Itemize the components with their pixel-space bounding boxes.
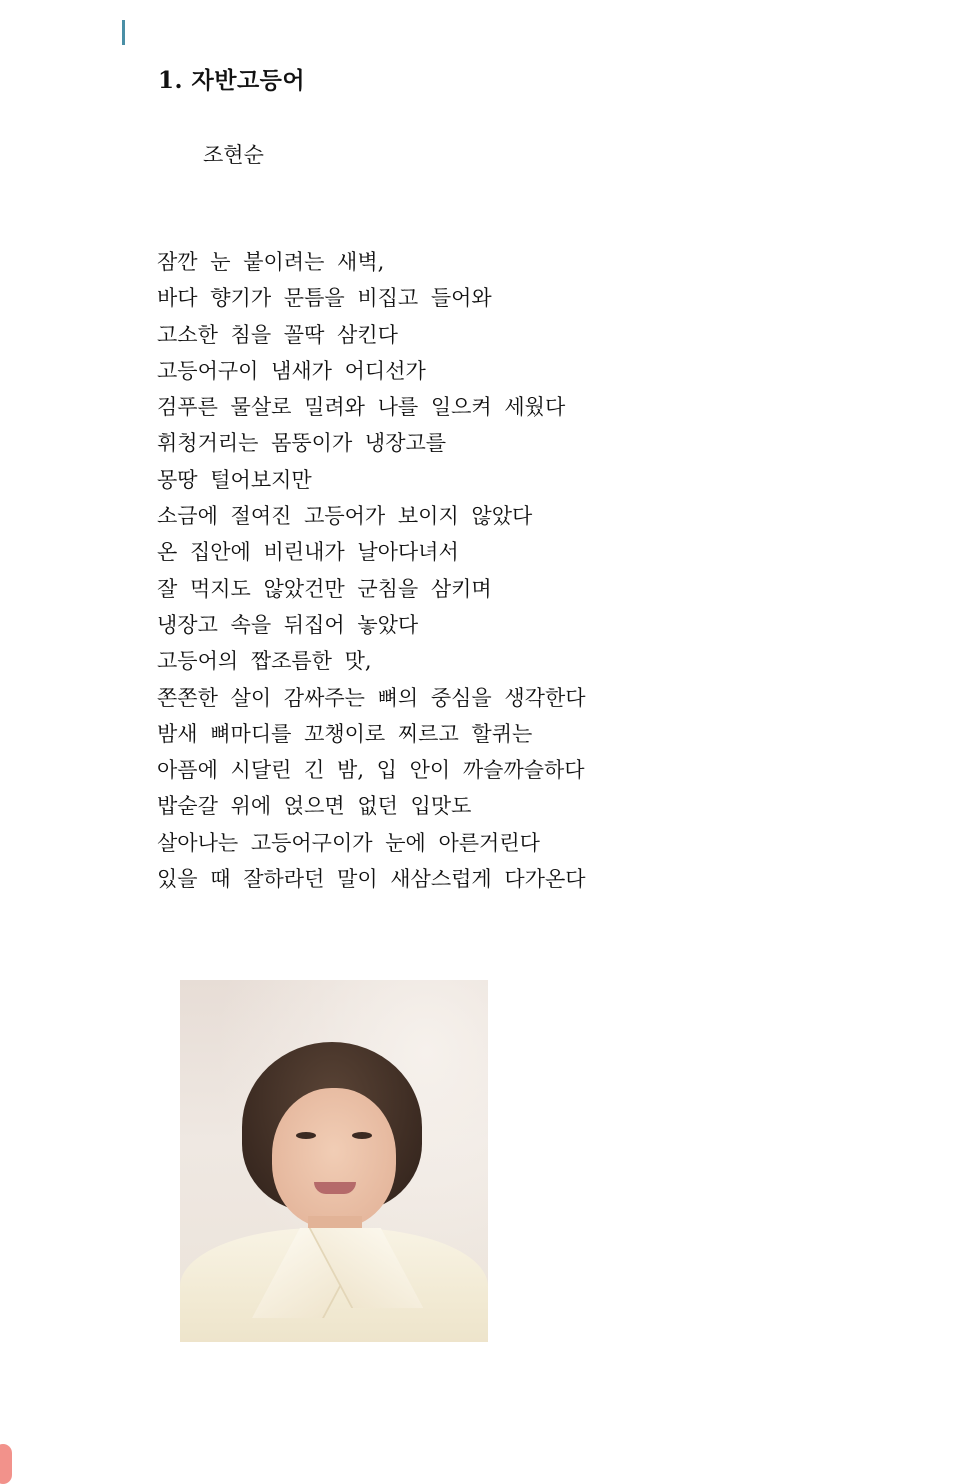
poem-line: 살아나는 고등어구이가 눈에 아른거린다 — [157, 830, 540, 855]
poem-line: 고등어의 짭조름한 맛, — [157, 649, 372, 674]
poem-line: 냉장고 속을 뒤집어 놓았다 — [157, 612, 419, 637]
poem-line: 바다 향기가 문틈을 비집고 들어와 — [157, 286, 492, 311]
poem-line: 휘청거리는 몸뚱이가 냉장고를 — [157, 431, 447, 456]
poem-line: 있을 때 잘하라던 말이 새삼스럽게 다가온다 — [157, 867, 586, 892]
portrait-face — [272, 1088, 396, 1228]
portrait-eye-right — [352, 1132, 372, 1139]
poem-line: 고등어구이 냄새가 어디선가 — [157, 358, 426, 383]
poem-line: 소금에 절여진 고등어가 보이지 않았다 — [157, 504, 533, 529]
poem-line: 쫀쫀한 살이 감싸주는 뼈의 중심을 생각한다 — [157, 685, 586, 710]
poem-author: 조현순 — [203, 143, 264, 167]
author-portrait-photo — [180, 980, 488, 1342]
poem-line: 몽땅 털어보지만 — [157, 467, 312, 492]
portrait-eye-left — [296, 1132, 316, 1139]
poem-line: 온 집안에 비린내가 날아다녀서 — [157, 540, 459, 565]
poem-line: 잘 먹지도 않았건만 군침을 삼키며 — [157, 576, 492, 601]
poem-line: 아픔에 시달린 긴 밤, 입 안이 까슬까슬하다 — [157, 758, 585, 783]
poem-line: 검푸른 물살로 밀려와 나를 일으켜 세웠다 — [157, 395, 566, 420]
poem-line: 밥숟갈 위에 얹으면 없던 입맛도 — [157, 794, 472, 819]
text-cursor-marker — [122, 20, 125, 45]
poem-body — [157, 244, 586, 897]
side-tab-handle[interactable] — [0, 1444, 12, 1484]
poem-line: 고소한 침을 꼴딱 삼킨다 — [157, 322, 398, 347]
poem-line: 잠깐 눈 붙이려는 새벽, — [157, 250, 385, 274]
poem-line: 밤새 뼈마디를 꼬챙이로 찌르고 할퀴는 — [157, 721, 533, 746]
poem-title: 1. 자반고등어 — [158, 67, 306, 94]
portrait-smile — [314, 1182, 356, 1194]
